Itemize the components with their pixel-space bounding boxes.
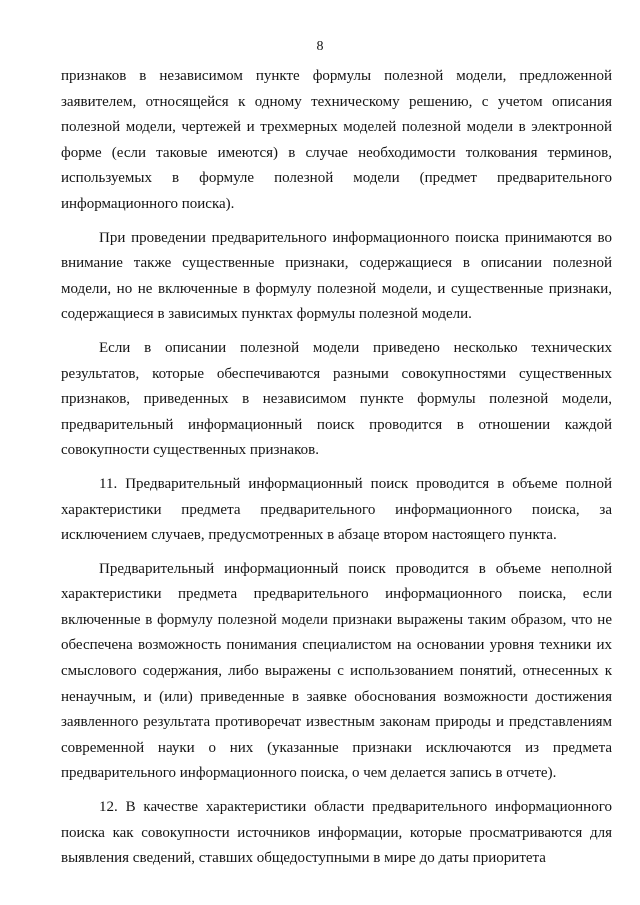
paragraph-4: 11. Предварительный информационный поиск проводится в объеме полной характеристики предмета предварительного информационного поиска, за исключением случаев, предусмотренных в абзаце втором настоящего пункта. xyxy=(61,475,612,544)
page-bottom-margin xyxy=(0,891,640,905)
paragraph-5: Предварительный информационный поиск проводится в объеме неполной характеристики предмета предварительного информационного поиска, если включенные в формулу полезной модели признаки выражены таким образом, что не обеспечена возможность понимания специалистом на основании уровня техники их смыслового содержания, либо выражены с использованием понятий, отнесенных к ненаучным, и (или) приведенные в заявке обоснования возможности достижения заявленного результата противоречат известным законам природы и представлениям современной науки о них (указанные признаки исключаются из предмета предварительного информационного поиска, о чем делается запись в отчете). xyxy=(61,560,612,782)
body-text xyxy=(61,64,612,880)
paragraph-1: признаков в независимом пункте формулы полезной модели, предложенной заявителем, относящейся к одному техническому решению, с учетом описания полезной модели, чертежей и трехмерных моделей полезной модели в электронной форме (если таковые имеются) в случае необходимости толкования терминов, используемых в формуле полезной модели (предмет предварительного информационного поиска). xyxy=(61,68,612,212)
page-number: 8 xyxy=(316,39,324,54)
paragraph-6: 12. В качестве характеристики области предварительного информационного поиска как совокупности источников информации, которые просматриваются для выявления сведений, ставших общедоступными в мире до даты приоритета xyxy=(61,799,612,867)
paragraph-3: Если в описании полезной модели приведено несколько технических результатов, которые обеспечиваются разными совокупностями существенных признаков, приведенных в независимом пункте формулы полезной модели, предварительный информационный поиск проводится в отношении каждой совокупности существенных признаков. xyxy=(61,339,612,459)
paragraph-2: При проведении предварительного информационного поиска принимаются во внимание также существенные признаки, содержащиеся в описании полезной модели, но не включенные в формулу полезной модели, и существенные признаки, содержащиеся в зависимых пунктах формулы полезной модели. xyxy=(61,229,612,323)
